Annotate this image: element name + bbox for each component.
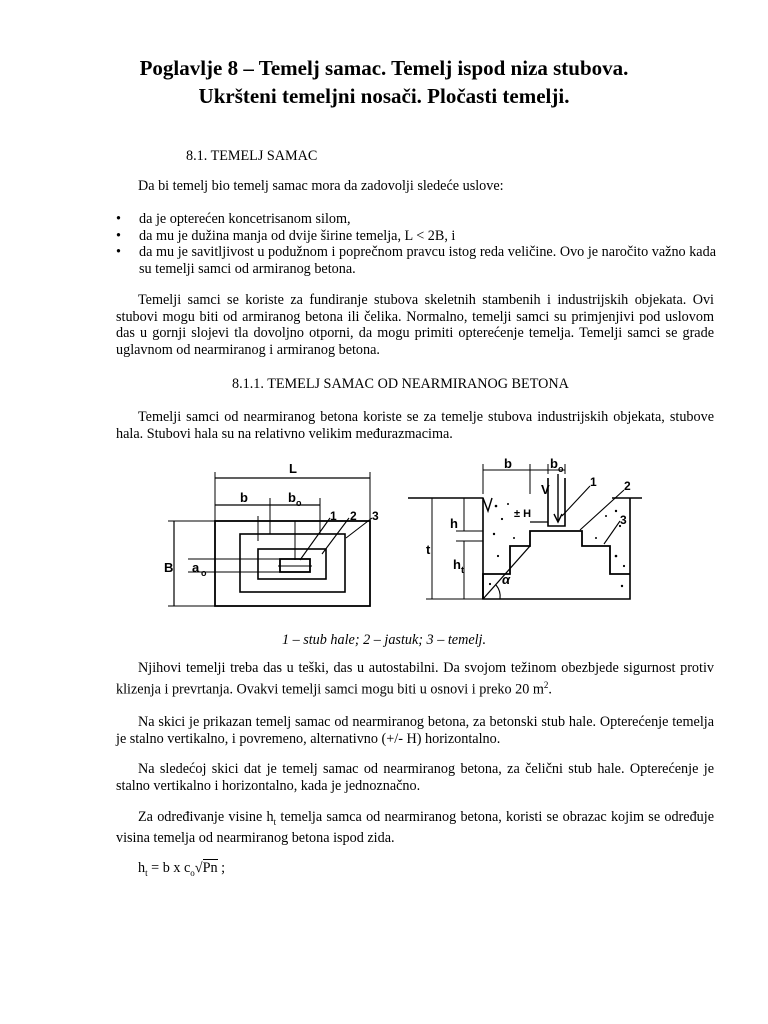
section-label-3: 3: [620, 513, 627, 527]
chapter-title-line-2: Ukršteni temeljni nosači. Pločasti temelji.: [198, 84, 570, 108]
section-view-diagram: [408, 464, 642, 599]
list-item: • da je opterećen koncetrisanom silom,: [116, 211, 351, 227]
plan-label-b0: b: [288, 490, 296, 505]
paragraph-5: Na sledećoj skici dat je temelj samac od nearmiranog betona, za čelični stub hale. Opterećenje je stalno vertikalno i horizontalno, kada je jednoznačno.: [116, 761, 714, 794]
plan-label-L: L: [289, 461, 297, 476]
plan-label-B: B: [164, 560, 174, 575]
section-label-alpha: α: [502, 572, 511, 587]
paragraph-1: Temelji samci se koriste za fundiranje stubova skeletnih stambenih i industrijskih objekata. Ovi stubovi mogu biti od armiranog betona ili čelika. Normalno, temelji samci su primjenjivi pod uslovom das u gornji slojevi tla dovoljno otporni, da mogu primiti opterećenje temelja. Temelji samci se grade uglavnom od nearmiranog i armiranog betona.: [116, 292, 714, 358]
section-label-1: 1: [590, 475, 597, 489]
section-label-H: ± H: [514, 508, 532, 520]
sqrt-icon: √: [194, 860, 203, 876]
section-heading: 8.1. TEMELJ SAMAC: [186, 148, 318, 164]
section-label-2: 2: [624, 479, 631, 493]
plan-label-2: 2: [350, 509, 357, 523]
bullet-icon: •: [116, 244, 121, 260]
section-label-t: t: [426, 542, 431, 557]
section-view-labels: [426, 456, 631, 587]
plan-view-diagram: [168, 472, 372, 606]
conditions-list: [116, 211, 716, 277]
formula-radicand: Pn: [202, 860, 218, 876]
plan-label-a0-sub: o: [201, 568, 207, 578]
plan-label-1: 1: [330, 509, 337, 523]
height-formula: $h_t = b$ x $c_o√Pn$ ;: [138, 860, 226, 878]
section-label-V: V: [541, 482, 550, 497]
foundation-figure: [150, 456, 660, 626]
section-label-h: h: [450, 516, 458, 531]
bullet-icon: •: [116, 227, 121, 244]
chapter-title-line-1: Poglavlje 8 – Temelj samac. Temelj ispod niza stubova.: [139, 56, 629, 80]
paragraph-3: Njihovi temelji treba das u teški, das u autostabilni. Da svojom težinom obezbjede sigurnost protiv klizenja i prevrtanja. Ovakvi temelji samci mogu biti u osnovi i preko 20 $m^2$.: [116, 660, 714, 698]
list-item: • da mu je savitljivost u podužnom i poprečnom pravcu istog reda veličine. Ovo je naročito važno kada su temelji samci od armiranog betona.: [116, 244, 716, 277]
section-label-b0: b: [550, 456, 558, 471]
section-label-b0-sub: o: [558, 464, 564, 474]
plan-label-b0-sub: o: [296, 498, 302, 508]
section-label-ht: h: [453, 557, 461, 572]
paragraph-4: Na skici je prikazan temelj samac od nearmiranog betona, za betonski stub hale. Opterećenje temelja je stalno vertikalno, i povremeno, alternativno (+/- H) horizontalno.: [116, 714, 714, 747]
intro-text: Da bi temelj bio temelj samac mora da zadovolji sledeće uslove:: [138, 178, 504, 194]
section-label-b: b: [504, 456, 512, 471]
plan-label-a0: a: [192, 560, 200, 575]
bullet-icon: •: [116, 211, 121, 227]
figure-caption: 1 – stub hale; 2 – jastuk; 3 – temelj.: [281, 632, 487, 648]
plan-label-3: 3: [372, 509, 379, 523]
list-item: • da mu je dužina manja od dvije širine temelja, L < 2B, i: [116, 227, 456, 244]
plan-label-b: b: [240, 490, 248, 505]
section-label-ht-sub: t: [461, 565, 464, 575]
paragraph-2: Temelji samci od nearmiranog betona koriste se za temelje stubova industrijskih objekata, stubove hala. Stubovi hala su na relativno velikim međurazmacima.: [116, 409, 714, 442]
subsection-heading: 8.1.1. TEMELJ SAMAC OD NEARMIRANOG BETONA: [232, 376, 569, 392]
paragraph-6: Za određivanje visine $h_t$ temelja samca od nearmiranog betona, koristi se obrazac kojim se određuje visina temelja od nearmiranog betona ispod zida.: [116, 809, 714, 847]
